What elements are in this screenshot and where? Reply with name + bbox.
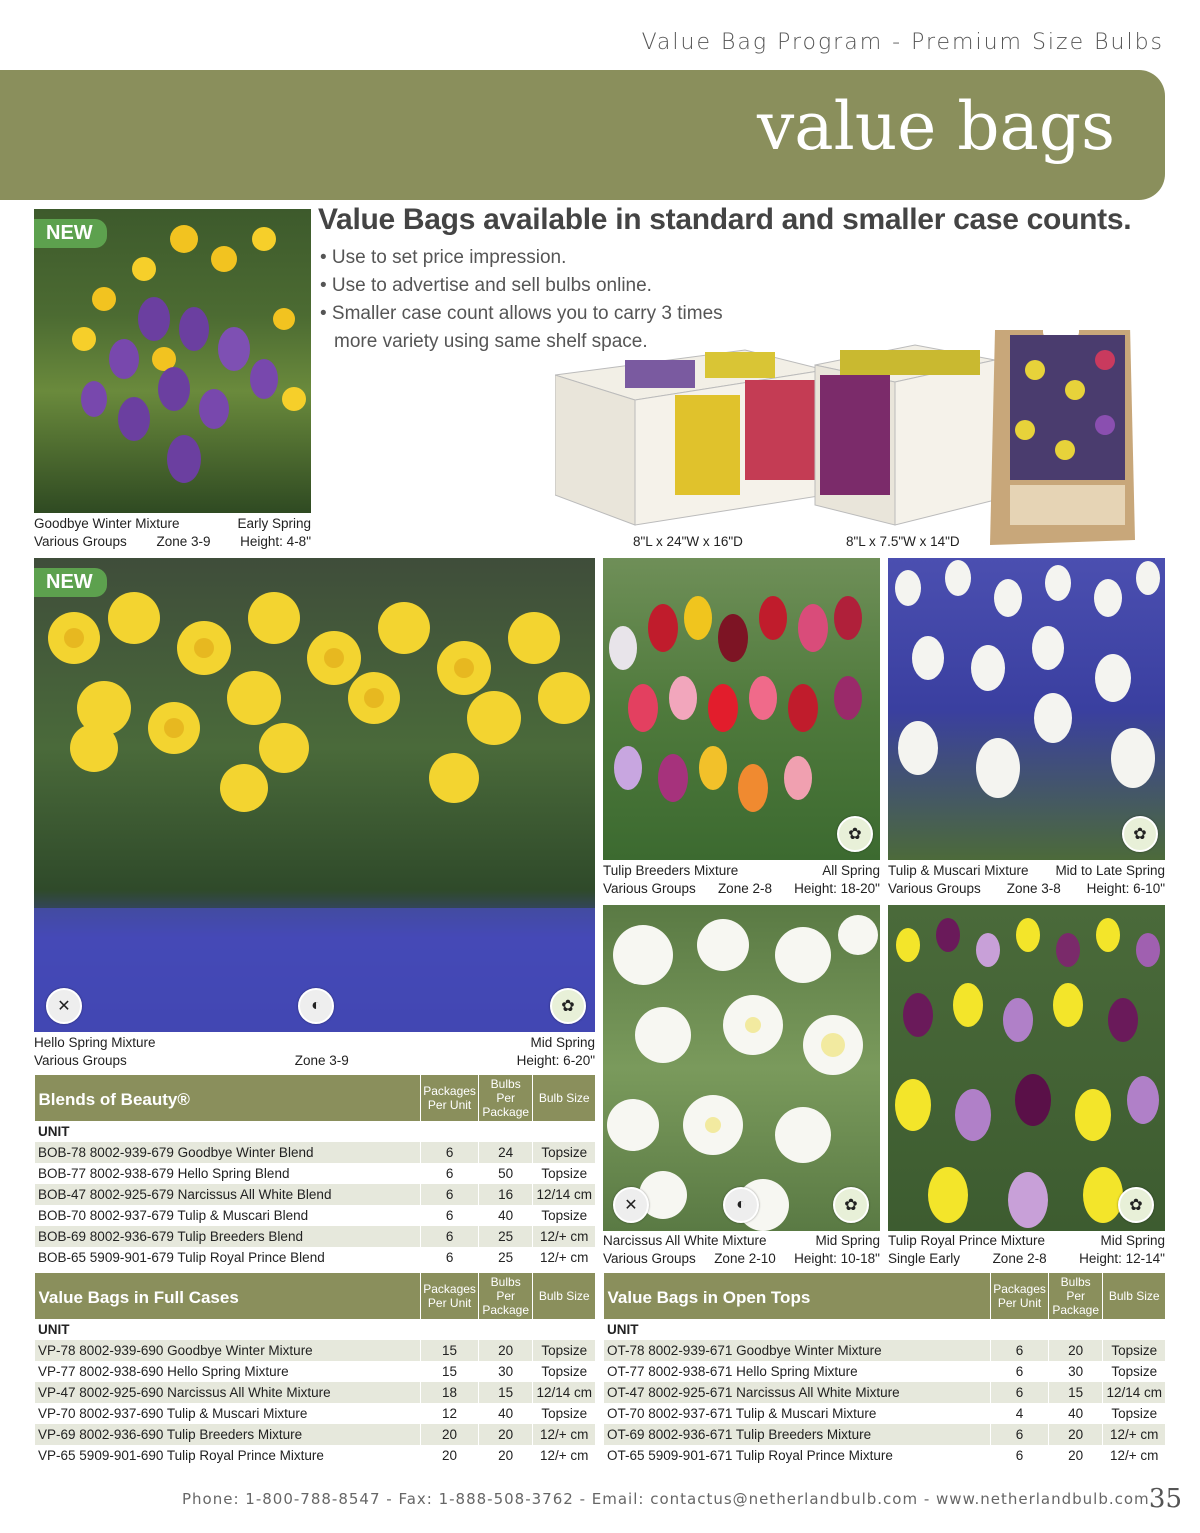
product-zone: Zone 2-8	[992, 1251, 1047, 1266]
item-description: Narcissus All White Mixture	[167, 1385, 331, 1400]
size-value: Topsize	[533, 1142, 595, 1163]
rodent-resistant-icon: ◐	[298, 988, 334, 1024]
size-value: Topsize	[1103, 1340, 1165, 1361]
packages-value: 6	[421, 1205, 479, 1226]
daffodil-muscari-illustration	[34, 558, 595, 1032]
bulbs-value: 40	[478, 1403, 533, 1424]
product-height: Height: 18-20"	[794, 881, 880, 896]
tulip-illustration	[603, 558, 880, 860]
item-code: OT-65	[607, 1448, 645, 1463]
item-code: VP-65	[38, 1448, 76, 1463]
size-header: Bulb Size	[1103, 1273, 1165, 1319]
tulip-muscari-caption	[888, 862, 1165, 898]
product-season: Mid to Late Spring	[1055, 863, 1165, 878]
product-group: Various Groups	[888, 881, 981, 896]
product-season: All Spring	[822, 863, 880, 878]
page-number: 35	[1148, 1484, 1182, 1514]
table-row	[35, 1382, 596, 1403]
item-number: 8002-925-671	[648, 1385, 733, 1400]
table-row	[35, 1184, 596, 1205]
size-value: 12/14 cm	[533, 1382, 595, 1403]
bulbs-value: 40	[478, 1205, 533, 1226]
item-number: 8002-937-679	[89, 1208, 174, 1223]
item-description: Tulip & Muscari Mixture	[735, 1406, 877, 1421]
blends-of-beauty-table	[34, 1075, 595, 1268]
display-cases-illustration	[555, 330, 1165, 550]
bulbs-header: Bulbs Per Package	[1048, 1273, 1103, 1319]
table-row	[604, 1382, 1166, 1403]
bulbs-value: 20	[478, 1340, 533, 1361]
open-tops-table	[603, 1273, 1165, 1466]
bulbs-value: 30	[1048, 1361, 1103, 1382]
hello-spring-photo	[34, 558, 595, 1032]
unit-label: UNIT	[35, 1121, 596, 1142]
bee-friendly-icon: ✿	[550, 988, 586, 1024]
size-value: Topsize	[533, 1340, 595, 1361]
packages-value: 15	[421, 1361, 479, 1382]
item-code: BOB-78	[38, 1145, 87, 1160]
packages-value: 6	[421, 1226, 479, 1247]
rodent-resistant-icon: ◐	[723, 1187, 759, 1223]
bulbs-value: 15	[478, 1382, 533, 1403]
bullet-item: • Smaller case count allows you to carry 3 times more variety using same shelf space.	[320, 303, 723, 352]
item-number: 8002-938-679	[89, 1166, 174, 1181]
item-number: 8002-936-690	[79, 1427, 164, 1442]
item-number: 8002-936-671	[648, 1427, 733, 1442]
bee-friendly-icon: ✿	[837, 816, 873, 852]
item-description: Tulip & Muscari Mixture	[166, 1406, 308, 1421]
item-description: Hello Spring Blend	[177, 1166, 290, 1181]
item-number: 8002-939-690	[79, 1343, 164, 1358]
banner-title: value bags	[756, 88, 1115, 165]
packages-header: Packages Per Unit	[991, 1273, 1049, 1319]
table-title: Value Bags in Full Cases	[35, 1273, 421, 1319]
item-description: Tulip & Muscari Blend	[177, 1208, 309, 1223]
bulbs-value: 25	[478, 1226, 533, 1247]
bulbs-value: 20	[1048, 1340, 1103, 1361]
footer-contact: Phone: 1-800-788-8547 - Fax: 1-888-508-3762 - Email: contactus@netherlandbulb.com - www.netherlandbulb.com	[182, 1490, 1150, 1508]
item-description: Tulip Royal Prince Mixture	[735, 1448, 893, 1463]
packages-header: Packages Per Unit	[421, 1273, 479, 1319]
packages-value: 12	[421, 1403, 479, 1424]
table-title: Blends of Beauty®	[35, 1075, 421, 1121]
packages-value: 6	[991, 1382, 1049, 1403]
table-row	[604, 1361, 1166, 1382]
bulbs-value: 20	[1048, 1445, 1103, 1466]
tulip-royal-prince-photo	[888, 905, 1165, 1231]
item-code: VP-78	[38, 1343, 76, 1358]
tulip-illustration	[888, 905, 1165, 1231]
item-code: BOB-70	[38, 1208, 87, 1223]
bulbs-value: 50	[478, 1163, 533, 1184]
product-group: Various Groups	[603, 881, 696, 896]
title-banner	[0, 70, 1165, 200]
product-name: Tulip Royal Prince Mixture	[888, 1233, 1046, 1248]
goodbye-winter-photo	[34, 209, 311, 513]
packages-value: 6	[991, 1424, 1049, 1445]
crocus-daffodil-illustration	[34, 209, 311, 513]
bulbs-value: 25	[478, 1247, 533, 1268]
tulip-royal-prince-caption	[888, 1232, 1165, 1268]
packages-value: 6	[421, 1142, 479, 1163]
narcissus-white-caption	[603, 1232, 880, 1268]
product-name: Goodbye Winter Mixture	[34, 516, 180, 531]
size-value: 12/+ cm	[533, 1247, 595, 1268]
item-code: BOB-65	[38, 1250, 87, 1265]
item-code: BOB-77	[38, 1166, 87, 1181]
unit-label: UNIT	[604, 1319, 1166, 1340]
bulbs-value: 20	[1048, 1424, 1103, 1445]
packages-value: 6	[421, 1163, 479, 1184]
new-badge: NEW	[34, 568, 107, 597]
table-row	[35, 1163, 596, 1184]
packages-value: 6	[991, 1445, 1049, 1466]
new-badge: NEW	[34, 219, 107, 248]
bulbs-value: 20	[478, 1445, 533, 1466]
product-height: Height: 10-18"	[794, 1251, 880, 1266]
table-row	[604, 1340, 1166, 1361]
product-zone: Zone 2-10	[714, 1251, 776, 1266]
size-value: 12/14 cm	[533, 1184, 595, 1205]
size-value: Topsize	[533, 1205, 595, 1226]
item-number: 8002-936-679	[89, 1229, 174, 1244]
table-row	[35, 1340, 596, 1361]
item-description: Tulip Breeders Mixture	[166, 1427, 303, 1442]
narcissus-illustration	[603, 905, 880, 1231]
item-code: OT-78	[607, 1343, 645, 1358]
product-group: Various Groups	[34, 534, 127, 549]
item-code: BOB-47	[38, 1187, 87, 1202]
item-number: 8002-939-671	[648, 1343, 733, 1358]
product-season: Mid Spring	[530, 1035, 595, 1050]
product-name: Hello Spring Mixture	[34, 1035, 156, 1050]
item-description: Tulip Breeders Blend	[177, 1229, 303, 1244]
product-season: Early Spring	[237, 516, 311, 531]
item-number: 8002-938-690	[79, 1364, 164, 1379]
intro-headline: Value Bags available in standard and smaller case counts.	[318, 203, 1132, 236]
product-zone: Zone 2-8	[717, 881, 772, 896]
tulip-breeders-photo	[603, 558, 880, 860]
size-value: Topsize	[1103, 1403, 1165, 1424]
table-row	[35, 1361, 596, 1382]
packages-value: 20	[421, 1424, 479, 1445]
table-row	[35, 1424, 596, 1445]
goodbye-winter-caption	[34, 515, 311, 551]
table-row	[35, 1142, 596, 1163]
packages-value: 4	[991, 1403, 1049, 1424]
item-number: 8002-937-690	[79, 1406, 164, 1421]
product-group: Single Early	[888, 1251, 961, 1266]
item-code: VP-69	[38, 1427, 76, 1442]
table-row	[35, 1226, 596, 1247]
product-zone: Zone 3-9	[294, 1053, 349, 1068]
item-description: Narcissus All White Blend	[177, 1187, 332, 1202]
product-height: Height: 4-8"	[240, 534, 311, 549]
bulbs-value: 16	[478, 1184, 533, 1205]
tulip-muscari-photo	[888, 558, 1165, 860]
deer-resistant-icon: ✕	[46, 988, 82, 1024]
item-number: 5909-901-679	[89, 1250, 174, 1265]
table-row	[35, 1403, 596, 1424]
bulbs-value: 24	[478, 1142, 533, 1163]
size-header: Bulb Size	[533, 1075, 595, 1121]
bulbs-value: 15	[1048, 1382, 1103, 1403]
case-dimension-large: 8"L x 24"W x 16"D	[633, 534, 743, 549]
item-code: VP-70	[38, 1406, 76, 1421]
item-description: Hello Spring Mixture	[736, 1364, 858, 1379]
item-description: Tulip Royal Prince Mixture	[166, 1448, 324, 1463]
bullet-item: • Use to set price impression.	[320, 247, 567, 268]
size-value: 12/+ cm	[533, 1445, 595, 1466]
product-season: Mid Spring	[1100, 1233, 1165, 1248]
size-value: 12/+ cm	[1103, 1424, 1165, 1445]
packages-header: Packages Per Unit	[421, 1075, 479, 1121]
bulbs-header: Bulbs Per Package	[478, 1075, 533, 1121]
item-code: OT-70	[607, 1406, 645, 1421]
bulbs-value: 20	[478, 1424, 533, 1445]
product-name: Narcissus All White Mixture	[603, 1233, 767, 1248]
item-code: VP-47	[38, 1385, 76, 1400]
size-value: 12/+ cm	[1103, 1445, 1165, 1466]
packages-value: 6	[991, 1340, 1049, 1361]
product-height: Height: 6-20"	[516, 1053, 595, 1068]
product-name: Tulip Breeders Mixture	[603, 863, 739, 878]
bee-friendly-icon: ✿	[1118, 1187, 1154, 1223]
item-code: OT-47	[607, 1385, 645, 1400]
size-value: Topsize	[533, 1361, 595, 1382]
product-group: Various Groups	[603, 1251, 696, 1266]
item-number: 8002-937-671	[648, 1406, 733, 1421]
packages-value: 18	[421, 1382, 479, 1403]
table-title: Value Bags in Open Tops	[604, 1273, 991, 1319]
packages-value: 20	[421, 1445, 479, 1466]
product-season: Mid Spring	[815, 1233, 880, 1248]
deer-resistant-icon: ✕	[613, 1187, 649, 1223]
item-description: Tulip Breeders Mixture	[735, 1427, 872, 1442]
product-name: Tulip & Muscari Mixture	[888, 863, 1029, 878]
item-code: OT-69	[607, 1427, 645, 1442]
packages-value: 6	[991, 1361, 1049, 1382]
hello-spring-caption	[34, 1034, 595, 1070]
item-code: BOB-69	[38, 1229, 87, 1244]
table-row	[604, 1445, 1166, 1466]
item-code: VP-77	[38, 1364, 76, 1379]
table-row	[35, 1247, 596, 1268]
narcissus-white-photo	[603, 905, 880, 1231]
bee-friendly-icon: ✿	[833, 1187, 869, 1223]
size-value: 12/+ cm	[533, 1424, 595, 1445]
item-description: Goodbye Winter Mixture	[736, 1343, 882, 1358]
table-row	[604, 1403, 1166, 1424]
product-height: Height: 6-10"	[1086, 881, 1165, 896]
item-code: OT-77	[607, 1364, 645, 1379]
size-value: Topsize	[533, 1163, 595, 1184]
size-value: Topsize	[533, 1403, 595, 1424]
packages-value: 6	[421, 1247, 479, 1268]
item-description: Narcissus All White Mixture	[736, 1385, 900, 1400]
item-description: Goodbye Winter Blend	[177, 1145, 314, 1160]
item-number: 8002-938-671	[648, 1364, 733, 1379]
packages-value: 6	[421, 1184, 479, 1205]
item-number: 5909-901-690	[79, 1448, 164, 1463]
item-number: 8002-925-679	[89, 1187, 174, 1202]
item-description: Hello Spring Mixture	[167, 1364, 289, 1379]
tulip-breeders-caption	[603, 862, 880, 898]
bulbs-value: 30	[478, 1361, 533, 1382]
size-value: 12/14 cm	[1103, 1382, 1165, 1403]
bee-friendly-icon: ✿	[1122, 816, 1158, 852]
product-zone: Zone 3-8	[1006, 881, 1061, 896]
item-number: 8002-925-690	[79, 1385, 164, 1400]
program-title: Value Bag Program - Premium Size Bulbs	[641, 30, 1164, 55]
size-value: 12/+ cm	[533, 1226, 595, 1247]
packages-value: 15	[421, 1340, 479, 1361]
case-dimension-small: 8"L x 7.5"W x 14"D	[846, 534, 960, 549]
item-description: Goodbye Winter Mixture	[167, 1343, 313, 1358]
bulbs-value: 40	[1048, 1403, 1103, 1424]
bulbs-header: Bulbs Per Package	[478, 1273, 533, 1319]
table-row	[35, 1205, 596, 1226]
unit-label: UNIT	[35, 1319, 596, 1340]
table-row	[35, 1445, 596, 1466]
bullet-item: • Use to advertise and sell bulbs online.	[320, 275, 652, 296]
product-group: Various Groups	[34, 1053, 127, 1068]
item-number: 8002-939-679	[89, 1145, 174, 1160]
size-header: Bulb Size	[533, 1273, 595, 1319]
tulip-illustration	[888, 558, 1165, 860]
full-cases-table	[34, 1273, 595, 1466]
item-description: Tulip Royal Prince Blend	[177, 1250, 325, 1265]
product-height: Height: 12-14"	[1079, 1251, 1165, 1266]
table-row	[604, 1424, 1166, 1445]
product-zone: Zone 3-9	[156, 534, 211, 549]
item-number: 5909-901-671	[648, 1448, 733, 1463]
size-value: Topsize	[1103, 1361, 1165, 1382]
